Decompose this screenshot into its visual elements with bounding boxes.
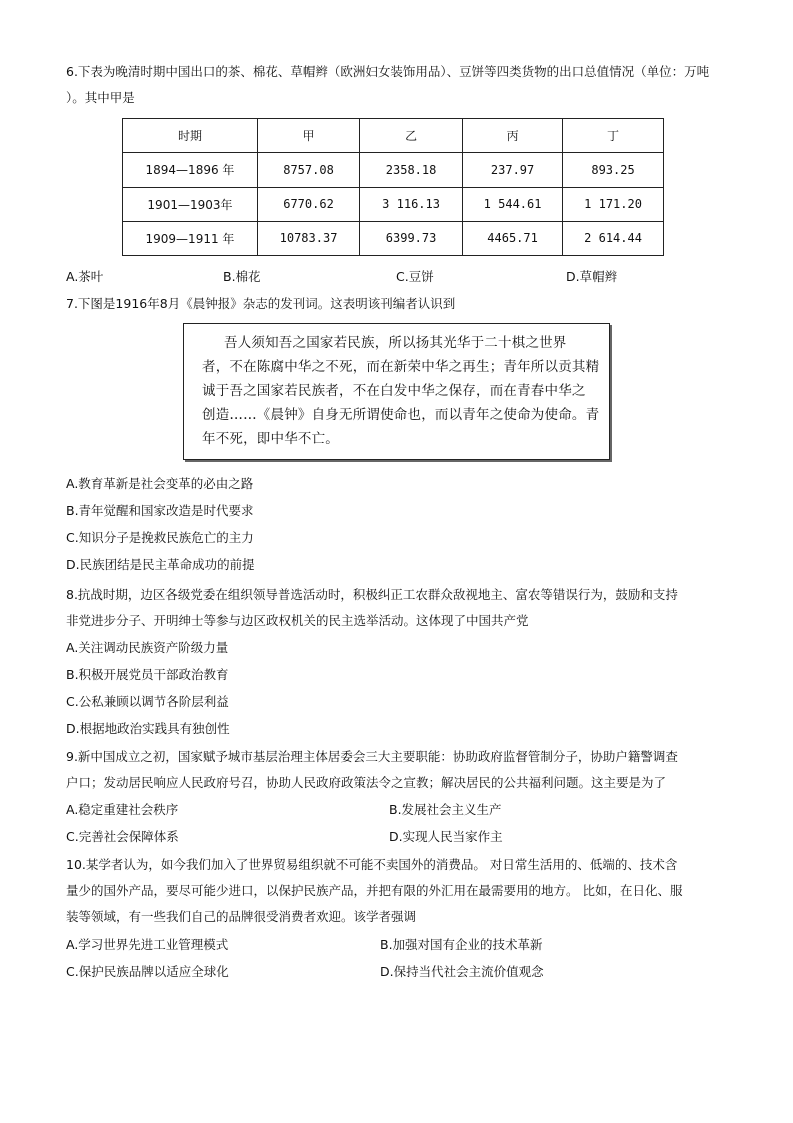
table-header-cell: 甲 [257,119,359,153]
q7-option-a[interactable]: A.教育革新是社会变革的必由之路 [66,476,254,491]
quote-line: 者，不在陈腐中华之不死，而在新荣中华之再生；青年所以贡其精 [202,359,600,375]
q6-option-a[interactable]: A.茶叶 [66,269,104,284]
q8-option-b[interactable]: B.积极开展党员干部政治教育 [66,667,229,682]
q6-stem-line2: ）。其中甲是 [66,90,135,105]
q10-stem-line2: 量少的国外产品，要尽可能少进口，以保护民族产品，并把有限的外汇用在最需要用的地方。 比如，在日化、服 [66,883,683,898]
q8-option-a[interactable]: A.关注调动民族资产阶级力量 [66,640,229,655]
q6-stem-line1: 6.下表为晚清时期中国出口的茶、棉花、草帽辫（欧洲妇女装饰用品）、豆饼等四类货物的出口总值情况（单位：万吨 [66,64,710,79]
q7-option-b[interactable]: B.青年觉醒和国家改造是时代要求 [66,503,254,518]
table-cell-period: 1894—1896 年 [123,153,258,187]
q7-option-c[interactable]: C.知识分子是挽救民族危亡的主力 [66,530,254,545]
table-row [123,187,664,221]
q9-option-b[interactable]: B.发展社会主义生产 [389,802,502,817]
quote-line: 诚于吾之国家若民族者，不在白发中华之保存，而在青春中华之 [202,383,586,399]
quote-line: 创造……《晨钟》自身无所谓使命也，而以青年之使命为使命。青 [202,407,600,423]
q6-option-c[interactable]: C.豆饼 [396,269,434,284]
q6-option-b[interactable]: B.棉花 [223,269,261,284]
table-cell: 8757.08 [257,153,359,187]
q10-option-c[interactable]: C.保护民族品牌以适应全球化 [66,964,229,979]
table-cell: 4465.71 [463,221,563,255]
q10-option-d[interactable]: D.保持当代社会主流价值观念 [380,964,544,979]
q6-export-table [122,118,664,256]
table-cell: 6770.62 [257,187,359,221]
table-header-row [123,119,664,153]
q7-quote-box [183,323,610,460]
table-header-cell: 丁 [563,119,664,153]
table-cell: 2 614.44 [563,221,664,255]
q10-option-b[interactable]: B.加强对国有企业的技术革新 [380,937,543,952]
table-cell: 893.25 [563,153,664,187]
q7-stem: 7.下图是1916年8月《晨钟报》杂志的发刊词。这表明该刊编者认识到 [66,296,456,311]
table-cell: 6399.73 [360,221,463,255]
q10-stem-line3: 装等领域，有一些我们自己的品牌很受消费者欢迎。该学者强调 [66,909,417,924]
q10-option-a[interactable]: A.学习世界先进工业管理模式 [66,937,229,952]
table-header-cell: 乙 [360,119,463,153]
table-row [123,153,664,187]
quote-line: 吾人须知吾之国家若民族，所以扬其光华于二十棋之世界 [224,335,567,351]
q8-stem-line2: 非党进步分子、开明绅士等参与边区政权机关的民主选举活动。这体现了中国共产党 [66,613,529,628]
q7-option-d[interactable]: D.民族团结是民主革命成功的前提 [66,557,255,572]
q8-stem-line1: 8.抗战时期，边区各级党委在组织领导普选活动时，积极纠正工农群众敌视地主、富农等错误行为，鼓励和支持 [66,587,678,602]
q9-stem-line2: 户口；发动居民响应人民政府号召，协助人民政府政策法令之宣教；解决居民的公共福利问题。这主要是为了 [66,775,667,790]
quote-line: 年不死，即中华不亡。 [202,431,339,447]
table-header-cell: 时期 [123,119,258,153]
q6-option-d[interactable]: D.草帽辫 [566,269,618,284]
q9-option-a[interactable]: A.稳定重建社会秩序 [66,802,179,817]
table-cell: 10783.37 [257,221,359,255]
q8-option-d[interactable]: D.根据地政治实践具有独创性 [66,721,230,736]
table-cell: 1 544.61 [463,187,563,221]
table-cell: 1 171.20 [563,187,664,221]
table-header-cell: 丙 [463,119,563,153]
table-cell: 3 116.13 [360,187,463,221]
table-cell-period: 1909—1911 年 [123,221,258,255]
table-row [123,221,664,255]
table-cell: 237.97 [463,153,563,187]
q9-stem-line1: 9.新中国成立之初，国家赋予城市基层治理主体居委会三大主要职能：协助政府监督管制分子，协助户籍警调查 [66,749,678,764]
q9-option-c[interactable]: C.完善社会保障体系 [66,829,179,844]
q10-stem-line1: 10.某学者认为，如今我们加入了世界贸易组织就不可能不卖国外的消费品。 对日常生活用的、低端的、技术含 [66,857,678,872]
q8-option-c[interactable]: C.公私兼顾以调节各阶层利益 [66,694,229,709]
table-cell: 2358.18 [360,153,463,187]
table-cell-period: 1901—1903年 [123,187,258,221]
q9-option-d[interactable]: D.实现人民当家作主 [389,829,503,844]
